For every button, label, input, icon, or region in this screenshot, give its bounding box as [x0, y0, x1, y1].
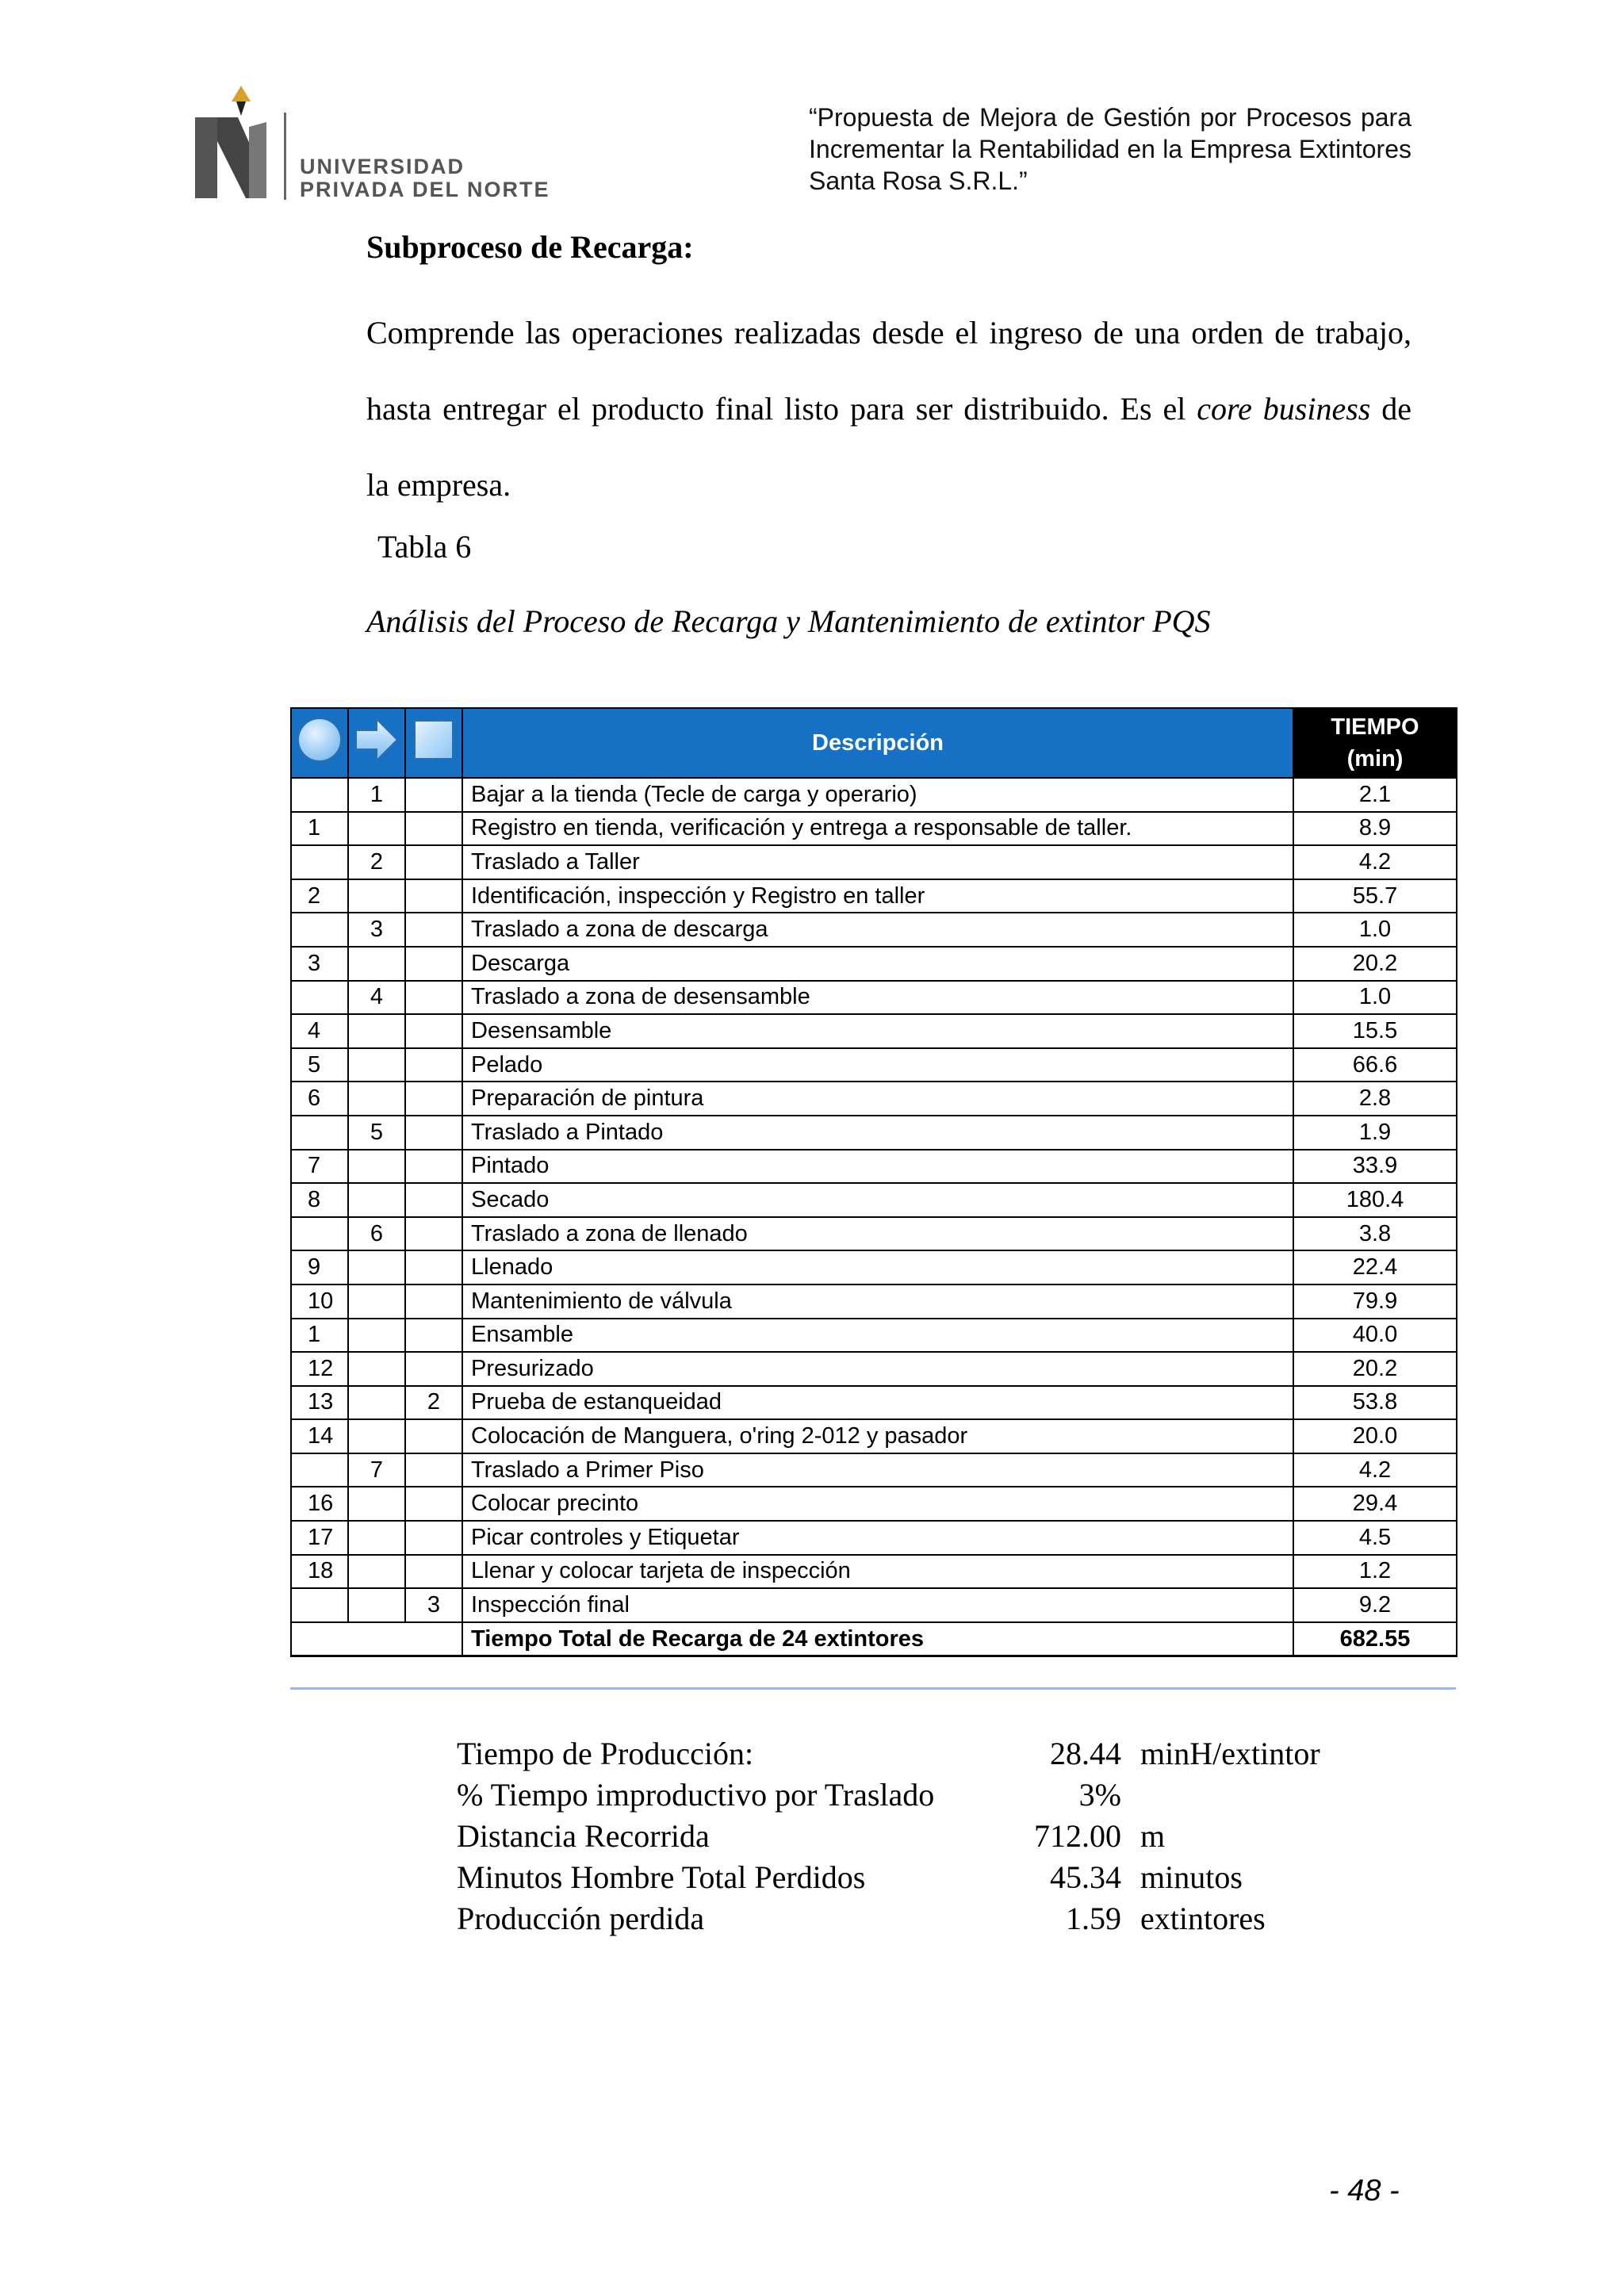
summary-body [457, 1733, 1320, 1939]
cell-description: Desensamble [462, 1014, 1293, 1048]
cell-operation: 17 [291, 1521, 348, 1555]
header-time: TIEMPO (min) [1293, 708, 1457, 778]
cell-transport: 6 [348, 1217, 405, 1251]
process-table [290, 707, 1457, 1657]
summary-value: 45.34 [1050, 1859, 1121, 1895]
cell-operation: 7 [291, 1150, 348, 1184]
square-icon [410, 716, 458, 764]
summary-value: 1.59 [1066, 1901, 1121, 1936]
cell-operation: 3 [291, 947, 348, 981]
cell-inspection [405, 1487, 462, 1521]
cell-time: 2.8 [1293, 1082, 1457, 1116]
table-header-row [291, 708, 1457, 778]
cell-operation [291, 913, 348, 947]
cell-transport [348, 812, 405, 846]
table-row [291, 879, 1457, 913]
cell-transport [348, 879, 405, 913]
circle-icon [296, 716, 343, 764]
cell-operation: 2 [291, 879, 348, 913]
cell-time: 4.5 [1293, 1521, 1457, 1555]
cell-transport [348, 1555, 405, 1589]
cell-description: Traslado a zona de desensamble [462, 981, 1293, 1015]
cell-description: Traslado a Primer Piso [462, 1453, 1293, 1487]
cell-transport: 2 [348, 845, 405, 879]
cell-inspection [405, 879, 462, 913]
summary-label: Producción perdida [457, 1901, 705, 1936]
cell-transport [348, 1284, 405, 1319]
table-body [291, 778, 1457, 1656]
cell-time: 3.8 [1293, 1217, 1457, 1251]
cell-transport [348, 1588, 405, 1622]
cell-description: Llenado [462, 1250, 1293, 1284]
cell-operation: 1 [291, 1319, 348, 1353]
table-row [291, 1082, 1457, 1116]
summary-label: Minutos Hombre Total Perdidos [457, 1859, 866, 1895]
cell-time: 29.4 [1293, 1487, 1457, 1521]
cell-time: 53.8 [1293, 1386, 1457, 1420]
cell-operation: 12 [291, 1352, 348, 1386]
summary-row [457, 1816, 1320, 1857]
summary-unit [1121, 1775, 1320, 1816]
table-row [291, 1588, 1457, 1622]
table-caption: Análisis del Proceso de Recarga y Mantenimiento de extintor PQS [366, 603, 1211, 639]
cell-inspection [405, 981, 462, 1015]
cell-description: Identificación, inspección y Registro en taller [462, 879, 1293, 913]
cell-time: 9.2 [1293, 1588, 1457, 1622]
cell-operation: 8 [291, 1183, 348, 1217]
table-row [291, 1487, 1457, 1521]
cell-description: Registro en tienda, verificación y entrega a responsable de taller. [462, 812, 1293, 846]
cell-operation [291, 1116, 348, 1150]
table-row [291, 1217, 1457, 1251]
cell-transport: 7 [348, 1453, 405, 1487]
cell-operation [291, 981, 348, 1015]
cell-transport [348, 1386, 405, 1420]
cell-transport [348, 1319, 405, 1353]
cell-time: 1.9 [1293, 1116, 1457, 1150]
cell-inspection: 3 [405, 1588, 462, 1622]
cell-inspection [405, 812, 462, 846]
table-row [291, 913, 1457, 947]
table-row [291, 1183, 1457, 1217]
cell-inspection: 2 [405, 1386, 462, 1420]
cell-description: Traslado a Taller [462, 845, 1293, 879]
unp-n-icon [190, 79, 285, 206]
table-row [291, 1048, 1457, 1082]
cell-operation: 9 [291, 1250, 348, 1284]
cell-description: Colocar precinto [462, 1487, 1293, 1521]
table-row [291, 1150, 1457, 1184]
cell-inspection [405, 1453, 462, 1487]
cell-description: Traslado a Pintado [462, 1116, 1293, 1150]
cell-time: 1.2 [1293, 1555, 1457, 1589]
section-paragraph [366, 295, 1411, 523]
summary-unit: extintores [1140, 1901, 1266, 1936]
cell-operation: 10 [291, 1284, 348, 1319]
summary-label: % Tiempo improductivo por Traslado [457, 1777, 935, 1813]
summary-table [457, 1733, 1320, 1939]
cell-time: 40.0 [1293, 1319, 1457, 1353]
cell-time: 1.0 [1293, 981, 1457, 1015]
cell-operation: 4 [291, 1014, 348, 1048]
summary-label: Tiempo de Producción: [457, 1736, 754, 1771]
cell-inspection [405, 845, 462, 879]
cell-time: 2.1 [1293, 778, 1457, 812]
cell-description: Bajar a la tienda (Tecle de carga y operario) [462, 778, 1293, 812]
table-row [291, 1284, 1457, 1319]
cell-inspection [405, 1250, 462, 1284]
cell-time: 1.0 [1293, 913, 1457, 947]
paragraph-line: Comprende las operaciones realizadas desde el ingreso de una orden de trabajo, [366, 315, 1411, 350]
cell-inspection [405, 1284, 462, 1319]
cell-inspection [405, 1082, 462, 1116]
summary-unit: m [1140, 1818, 1166, 1854]
cell-transport: 1 [348, 778, 405, 812]
cell-description: Mantenimiento de válvula [462, 1284, 1293, 1319]
table-row [291, 1521, 1457, 1555]
summary-row [457, 1857, 1320, 1898]
summary-value: 712.00 [1034, 1818, 1121, 1854]
table-row [291, 1014, 1457, 1048]
cell-time: 66.6 [1293, 1048, 1457, 1082]
cell-inspection [405, 1419, 462, 1453]
table-row [291, 1419, 1457, 1453]
cell-inspection [405, 1352, 462, 1386]
table-row [291, 778, 1457, 812]
cell-time: 180.4 [1293, 1183, 1457, 1217]
cell-description: Presurizado [462, 1352, 1293, 1386]
total-label: Tiempo Total de Recarga de 24 extintores [462, 1622, 1293, 1656]
cell-inspection [405, 1048, 462, 1082]
cell-operation [291, 778, 348, 812]
cell-description: Ensamble [462, 1319, 1293, 1353]
header-description: Descripción [462, 708, 1293, 778]
summary-row [457, 1898, 1320, 1939]
header-operation [291, 708, 348, 778]
cell-operation [291, 845, 348, 879]
table-row [291, 845, 1457, 879]
summary-row [457, 1733, 1320, 1775]
summary-value: 3% [1078, 1777, 1121, 1813]
cell-description: Traslado a zona de descarga [462, 913, 1293, 947]
university-logo [190, 79, 571, 206]
header-inspection [405, 708, 462, 778]
cell-description: Picar controles y Etiquetar [462, 1521, 1293, 1555]
page-number: - 48 - [1329, 2174, 1400, 2207]
table-row [291, 1555, 1457, 1589]
header-transport [348, 708, 405, 778]
total-blank [291, 1622, 348, 1656]
cell-transport: 5 [348, 1116, 405, 1150]
cell-time: 8.9 [1293, 812, 1457, 846]
table-row [291, 1453, 1457, 1487]
table-row [291, 981, 1457, 1015]
cell-inspection [405, 1319, 462, 1353]
cell-inspection [405, 1183, 462, 1217]
cell-operation [291, 1217, 348, 1251]
cell-operation: 16 [291, 1487, 348, 1521]
cell-inspection [405, 1116, 462, 1150]
cell-time: 15.5 [1293, 1014, 1457, 1048]
cell-operation [291, 1588, 348, 1622]
cell-operation [291, 1453, 348, 1487]
total-value: 682.55 [1293, 1622, 1457, 1656]
cell-transport [348, 947, 405, 981]
cell-time: 79.9 [1293, 1284, 1457, 1319]
cell-time: 55.7 [1293, 879, 1457, 913]
cell-description: Descarga [462, 947, 1293, 981]
cell-transport [348, 1521, 405, 1555]
cell-transport [348, 1352, 405, 1386]
table-total-row [291, 1622, 1457, 1656]
table-row [291, 1250, 1457, 1284]
cell-inspection [405, 778, 462, 812]
cell-time: 4.2 [1293, 845, 1457, 879]
cell-description: Pintado [462, 1150, 1293, 1184]
cell-time: 22.4 [1293, 1250, 1457, 1284]
document-title-header: “Propuesta de Mejora de Gestión por Procesos para Incrementar la Rentabilidad en la Empresa Extintores Santa Rosa S.R.L.” [809, 103, 1411, 195]
cell-inspection [405, 947, 462, 981]
cell-transport [348, 1250, 405, 1284]
cell-description: Pelado [462, 1048, 1293, 1082]
arrow-right-icon [353, 716, 400, 764]
table-underline [290, 1687, 1456, 1690]
section-subtitle: Subproceso de Recarga: [366, 229, 694, 265]
cell-transport [348, 1487, 405, 1521]
table-row [291, 947, 1457, 981]
total-blank [405, 1622, 462, 1656]
cell-description: Prueba de estanqueidad [462, 1386, 1293, 1420]
cell-inspection [405, 913, 462, 947]
table-row [291, 1386, 1457, 1420]
cell-inspection [405, 1014, 462, 1048]
summary-label: Distancia Recorrida [457, 1818, 710, 1854]
cell-description: Secado [462, 1183, 1293, 1217]
cell-operation: 1 [291, 812, 348, 846]
cell-time: 20.0 [1293, 1419, 1457, 1453]
cell-description: Llenar y colocar tarjeta de inspección [462, 1555, 1293, 1589]
cell-description: Traslado a zona de llenado [462, 1217, 1293, 1251]
cell-transport [348, 1048, 405, 1082]
summary-unit: minutos [1140, 1859, 1243, 1895]
cell-time: 33.9 [1293, 1150, 1457, 1184]
cell-operation: 14 [291, 1419, 348, 1453]
cell-inspection [405, 1555, 462, 1589]
logo-text: UNIVERSIDAD PRIVADA DEL NORTE [300, 155, 550, 201]
cell-description: Inspección final [462, 1588, 1293, 1622]
cell-transport: 4 [348, 981, 405, 1015]
cell-transport [348, 1150, 405, 1184]
cell-transport [348, 1183, 405, 1217]
summary-unit: minH/extintor [1140, 1736, 1320, 1771]
cell-operation: 5 [291, 1048, 348, 1082]
summary-row [457, 1775, 1320, 1816]
table-row [291, 1352, 1457, 1386]
cell-inspection [405, 1150, 462, 1184]
cell-transport [348, 1082, 405, 1116]
cell-operation: 6 [291, 1082, 348, 1116]
cell-transport [348, 1014, 405, 1048]
cell-time: 20.2 [1293, 947, 1457, 981]
cell-transport [348, 1419, 405, 1453]
cell-operation: 18 [291, 1555, 348, 1589]
cell-description: Preparación de pintura [462, 1082, 1293, 1116]
cell-description: Colocación de Manguera, o'ring 2-012 y pasador [462, 1419, 1293, 1453]
cell-inspection [405, 1217, 462, 1251]
table-row [291, 1319, 1457, 1353]
paragraph-line: hasta entregar el producto final listo para ser distribuido. Es el core business de [366, 391, 1412, 427]
table-row [291, 812, 1457, 846]
cell-inspection [405, 1521, 462, 1555]
table-label: Tabla 6 [377, 529, 472, 565]
cell-time: 4.2 [1293, 1453, 1457, 1487]
cell-operation: 13 [291, 1386, 348, 1420]
logo-divider [284, 113, 286, 200]
paragraph-line: la empresa. [366, 467, 511, 503]
cell-time: 20.2 [1293, 1352, 1457, 1386]
summary-value: 28.44 [1050, 1736, 1121, 1771]
table-row [291, 1116, 1457, 1150]
total-blank [348, 1622, 405, 1656]
cell-transport: 3 [348, 913, 405, 947]
